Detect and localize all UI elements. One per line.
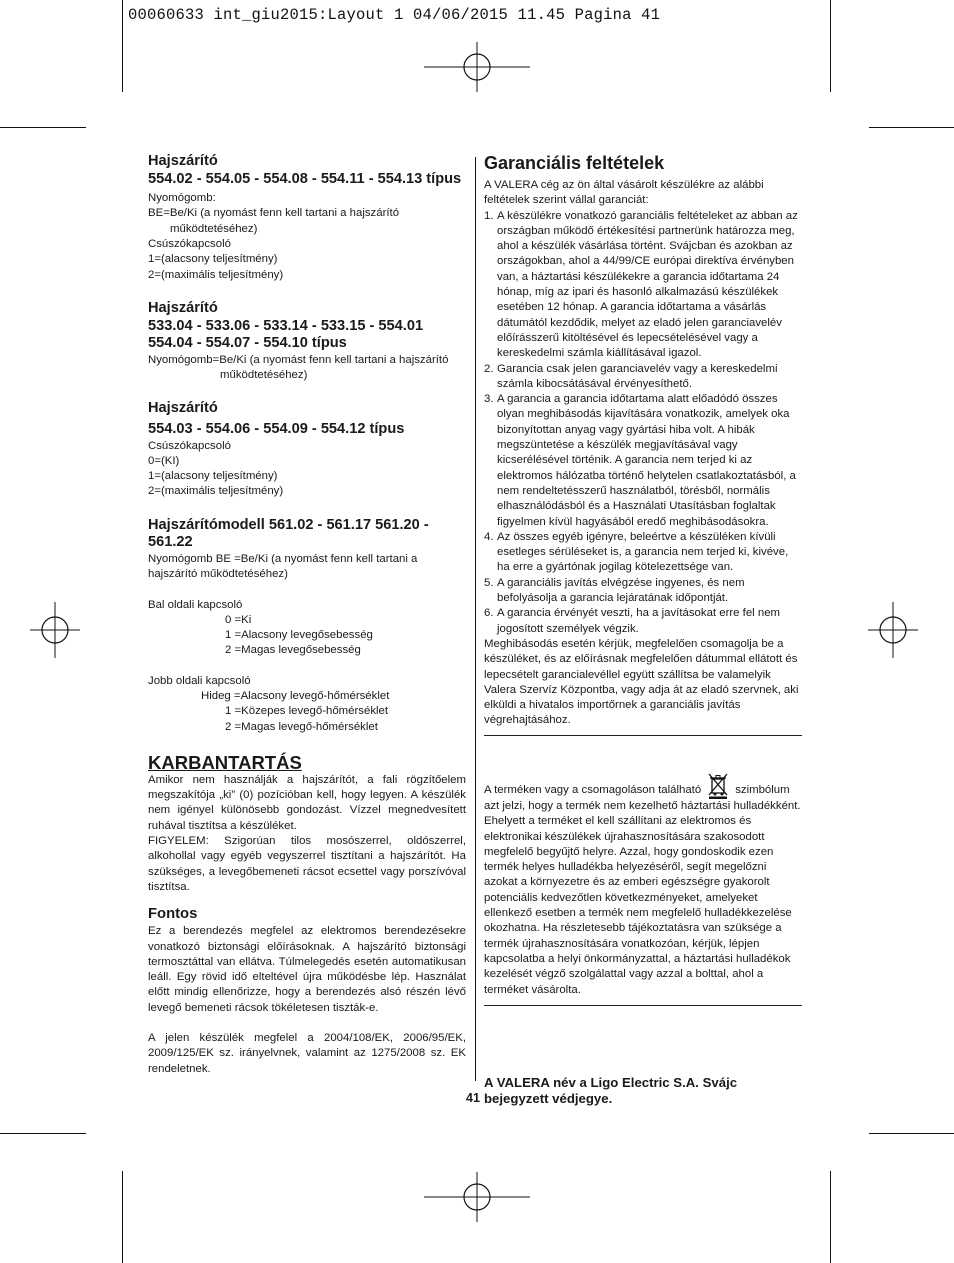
crop-mark [830,0,831,92]
crop-mark [869,1133,954,1134]
separator [484,735,802,736]
section-title: Hajszárító [148,153,218,169]
text-line: Nyomógomb: [148,192,216,205]
paragraph: Ez a berendezés megfelel az elektromos berendezésekre vonatkozó biztonsági előírásoknak. A hajszárító biztonsági termosztáttal van ellátva. Túlmelegedés esetén automatikusan leáll. Egy rövid idő elteltével újra működésbe lép. Használat előtt mindig ellenőrizze, hogy a berendezés alsó részén lévő levegő bemeneti rácsok tökéletesen tiszták-e. [148,925,466,1014]
list-item: 4. Az összes egyéb igényre, beleértve a készüléken kívüli esetleges sérüléseket is, a garancia nem terjed ki, kivéve, ha erre a gyártónak jogilag kötelezettsége van. [484,530,789,574]
section-maintenance [148,752,466,895]
switch-option: 1 =Közepes levegő-hőmérséklet [225,705,389,718]
text-line: működtetéséhez) [220,369,308,382]
column-divider [475,157,476,1081]
section-554-b [148,400,466,499]
print-header: 00060633 int_giu2015:Layout 1 04/06/2015 11.45 Pagina 41 [128,6,661,24]
registration-mark-bottom [424,1172,530,1222]
switch-label: Bal oldali kapcsoló [148,598,243,611]
text-line: 1=(alacsony teljesítmény) [148,253,278,266]
paragraph: Amikor nem használják a hajszárítót, a fali rögzítőelem megszakítója „ki” (0) pozícióban kell, hogy legyen. A készülék nem igényel különösebb gondozást. Vízzel megnedvesített ruhával tisztítsa a készüléket. [148,773,466,832]
crop-mark [0,1133,86,1134]
registration-mark-top [424,42,530,92]
weee-text: A terméken vagy a csomagoláson található szimbólum azt jelzi, hogy a termék nem kezelhető háztartási hulladékként. Ehelyett a terméket el kell szállítani az elektromos és elektronikai készülékek újrahasznosítására szakosodott megfelelő begyűjtő helyre. Azzal, hogy gondoskodik ezen termék helyes hulladékba helyezéséről, segít megelőzni azokat a környezetre és az emberi egészségre gyakorolt potenciális kedvezőtlen következményeket, amelyeket ellenkező esetben a termék nem megfelelő hulladékkezelése okozhatna. Ha részletesebb tájékoztatásra van szüksége a termék újrahasznosítására vonatkozóan, kérjük, lépjen kapcsolatba a helyi önkormányzattal, a háztartási hulladékok kezelését végző szolgálattal vagy azzal a bolttal, ahol a terméket vásárolta. [484,758,802,998]
text-line: 2=(maximális teljesítmény) [148,485,284,498]
left-column [148,153,466,1077]
paragraph: A jelen készülék megfelel a 2004/108/EK, 2006/95/EK, 2009/125/EK sz. irányelvnek, valamint az 1275/2008 sz. EK rendeletnek. [148,1032,466,1075]
weee-bin-icon [707,773,729,799]
section-554-a [148,153,466,283]
section-title: Hajszárító [148,400,218,417]
section-models: 554.03 - 554.06 - 554.09 - 554.12 típus [148,420,405,437]
section-title: Hajszárító [148,299,218,316]
list-item: 3. A garancia a garancia időtartama alatt előadódó összes olyan meghibásodás kijavítására vonatkozik, amelyek oka bizonyítottan anyag vagy gyártási hiba volt. A hibák megszüntetése a készülék megjavításával vagy kicserélésével történik. A garancia nem terjed ki az elektromos hálózatba történő helytelen csatlakoztatásból, a nem rendeltetésszerű használatból, törésből, normális elhasználódásból és a Használati Utasításban foglaltak figyelmen kívül hagyásából eredő meghibásodásokra. [484,393,796,528]
page-number: 41 [466,1091,480,1105]
text-line: 2=(maximális teljesítmény) [148,268,284,281]
trademark-note: A VALERA név a Ligo Electric S.A. Svájc bejegyzett védjegye. [484,1074,738,1106]
section-intro: Nyomógomb BE =Be/Ki (a nyomást fenn kell tartani a hajszárító működtetéséhez) [148,552,418,581]
switch-option: 2 =Magas levegő-hőmérséklet [225,720,378,733]
section-important [148,906,466,1077]
crop-mark [830,1171,831,1263]
list-item: 1. A készülékre vonatkozó garanciális feltételeket az abban az országban működő értékesítési partnerünk határozza meg, ahol a készülék vásárlása történt. Svájcban és azokban az országokban, ahol a 44/99/CE európai direktíva érvényben van, a háztartási készülékekre a garancia időtartama 24 hónap, míg az ipari és hasonló alkalmazású készülékek esetében 12 hónap. A garancia időtartama a vásárlás dátumától kezdődik, melyet az eladó jelen garanciavelév előírásszerű kitöltésével és lepecsételésével vagy a kereskedelmi számla kiállításával igazol. [484,209,798,360]
switch-option: Hideg =Alacsony levegő-hőmérséklet [201,689,390,702]
section-533 [148,300,466,383]
warranty-title: Garanciális feltételek [484,153,665,173]
maintenance-title: KARBANTARTÁS [148,751,302,773]
right-column [484,153,802,1107]
crop-mark [122,1171,123,1263]
text-line: BE=Be/Ki (a nyomást fenn kell tartani a hajszárító [148,207,400,220]
crop-mark [0,127,86,128]
separator [484,1005,802,1006]
crop-mark [869,127,954,128]
list-item: 5. A garanciális javítás elvégzése ingyenes, és nem befolyásolja a garancia lejáratának időpontját. [484,576,745,605]
paragraph: FIGYELEM: Szigorúan tilos mosószerrel, oldószerrel, alkohollal vagy egyéb vegyszerrel tisztítani a hajszárítót. Ha szükséges, a levegőbemeneti rácsot ecsettel vagy porszívóval tisztítsa. [148,835,466,893]
text-line: Csúszókapcsoló [148,439,231,452]
switch-option: 1 =Alacsony levegősebesség [225,629,373,642]
section-models: 533.04 - 533.06 - 533.14 - 533.15 - 554.01 554.04 - 554.07 - 554.10 típus [148,317,424,352]
registration-mark-right [868,602,918,658]
switch-option: 0 =Ki [225,613,252,626]
list-item: 6. A garancia érvényét veszti, ha a javításokat erre fel nem jogosított személyek végzik. [484,607,781,635]
text-line: működtetéséhez) [170,222,258,235]
warranty-after: Meghibásodás esetén kérjük, megfelelően csomagolja be a készüléket, és az előírásnak megfelelően dátummal ellátott és lepecsételt garancialevéllel együtt szállítsa be valamelyik Valera Szervíz Központba, vagy adja át az eladó szervnek, aki elküldi a hivatalos importőrnek a garanciális javítás végrehajtásához. [484,637,799,727]
list-item: 2. Garancia csak jelen garanciavelév vagy a kereskedelmi számla kibocsátásával érvényesíthető. [484,362,778,390]
section-561 [148,517,466,735]
warranty-intro: A VALERA cég az ön által vásárolt készülékre az alábbi feltételek szerint vállal garanciát: [484,179,764,207]
section-models: 554.02 - 554.05 - 554.08 - 554.11 - 554.13 típus [148,170,462,187]
switch-label: Jobb oldali kapcsoló [148,674,251,687]
registration-mark-left [30,602,80,658]
switch-option: 2 =Magas levegősebesség [225,644,361,657]
text-line: Nyomógomb=Be/Ki (a nyomást fenn kell tartani a hajszárító [148,353,449,366]
warranty-list [484,209,802,637]
section-title: Hajszárítómodell 561.02 - 561.17 561.20 - 561.22 [148,516,429,551]
text-line: 1=(alacsony teljesítmény) [148,470,278,483]
text-line: 0=(KI) [148,454,180,467]
text-line: Csúszókapcsoló [148,238,231,251]
crop-mark [122,0,123,92]
important-title: Fontos [148,906,198,923]
